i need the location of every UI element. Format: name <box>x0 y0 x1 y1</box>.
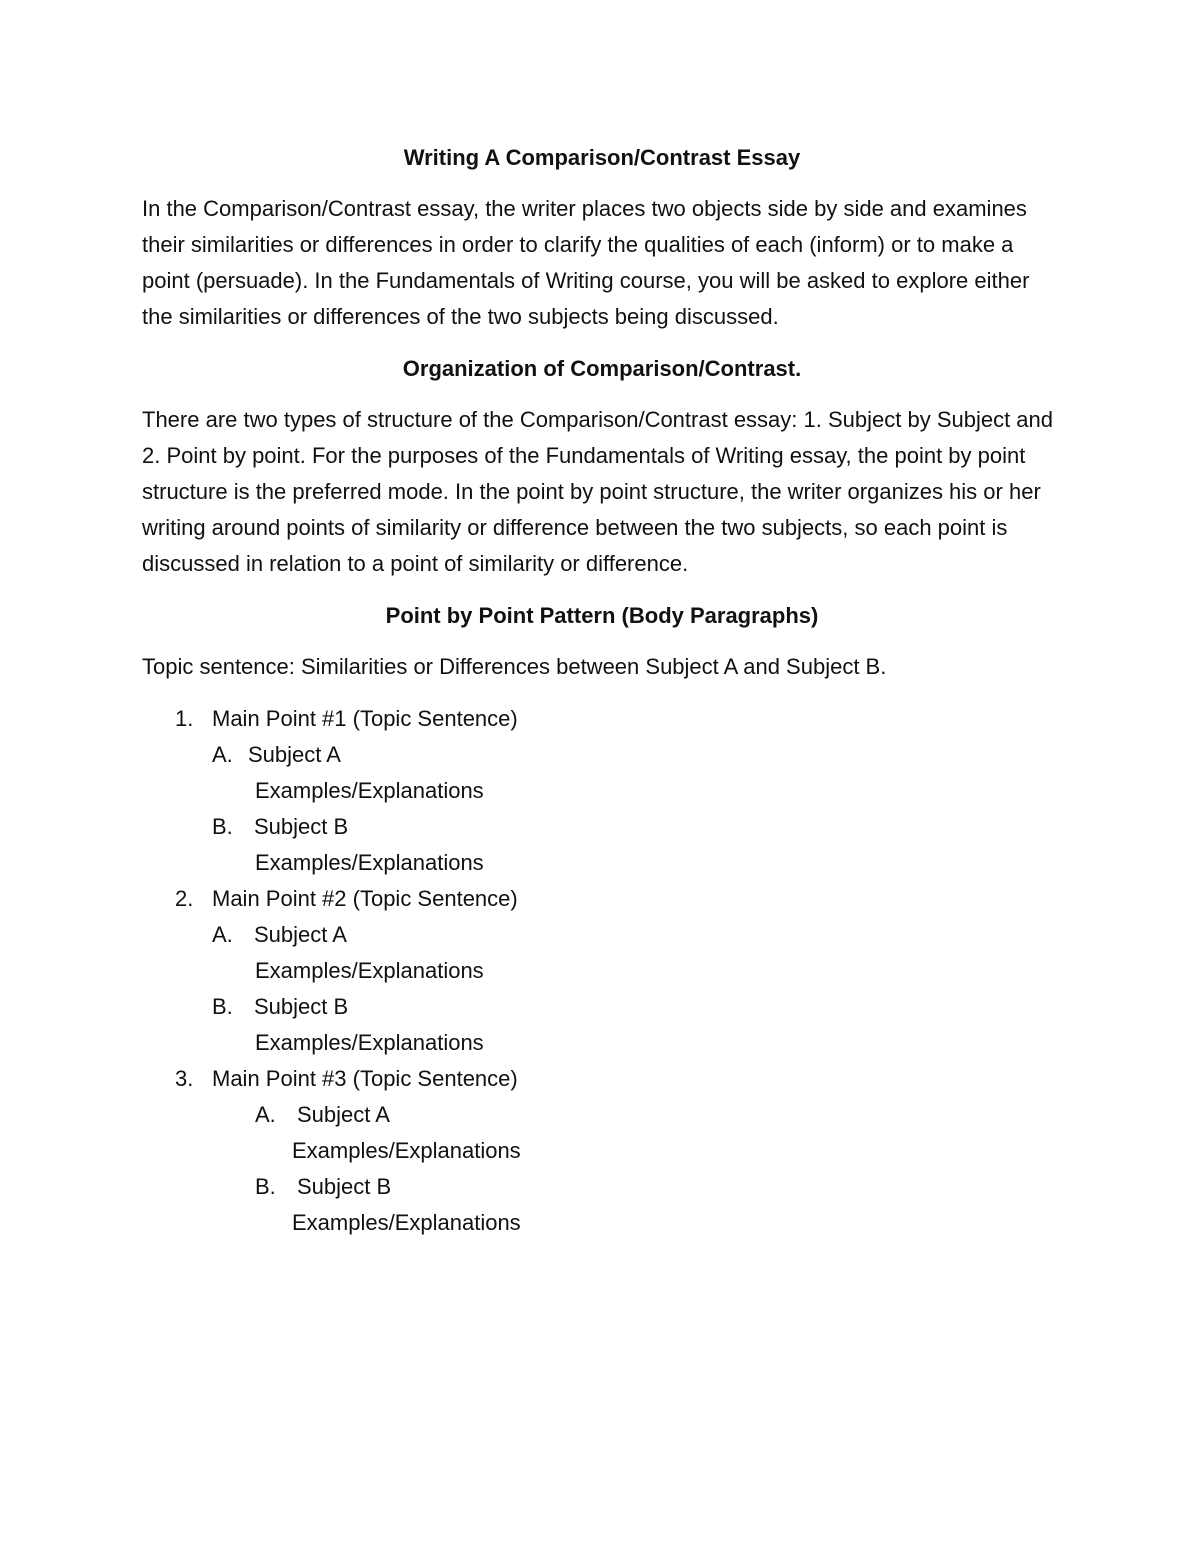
outline-letter: B. <box>255 1174 276 1199</box>
outline-sub-point-label: Subject A <box>248 742 341 767</box>
topic-sentence: Topic sentence: Similarities or Differences between Subject A and Subject B. <box>142 654 887 679</box>
outline-number: 3. <box>175 1066 194 1091</box>
outline-sub-point <box>142 737 1062 773</box>
outline-letter: A. <box>212 922 233 947</box>
outline-sub-point <box>142 917 1062 953</box>
outline-main-point <box>142 881 1062 917</box>
outline-main-point-label: Main Point #3 (Topic Sentence) <box>212 1066 518 1091</box>
outline-main-point <box>142 701 1062 737</box>
outline-sub-point <box>142 809 1062 845</box>
outline-sub-point-label: Subject B <box>254 994 349 1019</box>
outline-main-point-label: Main Point #2 (Topic Sentence) <box>212 886 518 911</box>
outline-letter: B. <box>212 814 233 839</box>
outline-letter: B. <box>212 994 233 1019</box>
organization-heading: Organization of Comparison/Contrast. <box>402 356 802 381</box>
outline-detail: Examples/Explanations <box>255 958 484 983</box>
outline-main-point-label: Main Point #1 (Topic Sentence) <box>212 706 518 731</box>
outline-main-point <box>142 1061 1062 1097</box>
outline-sub-point-label: Subject B <box>297 1174 392 1199</box>
pattern-heading: Point by Point Pattern (Body Paragraphs) <box>385 603 819 628</box>
document-title: Writing A Comparison/Contrast Essay <box>403 145 801 170</box>
outline-detail: Examples/Explanations <box>255 778 484 803</box>
outline-sub-point-label: Subject A <box>297 1102 390 1127</box>
outline-number: 2. <box>175 886 194 911</box>
outline-letter: A. <box>212 742 233 767</box>
outline-number: 1. <box>175 706 194 731</box>
outline-sub-point <box>142 1097 1062 1133</box>
intro-paragraph: In the Comparison/Contrast essay, the writer places two objects side by side and examines their similarities or differences in order to clarify the qualities of each (inform) or to make a point (persuade). In the Fundamentals of Writing course, you will be asked to explore either the similarities or differences of the two subjects being discussed. <box>142 196 1030 329</box>
document-body <box>142 140 1062 1241</box>
outline-sub-point-label: Subject A <box>254 922 347 947</box>
outline-detail: Examples/Explanations <box>255 850 484 875</box>
outline-list <box>142 701 1062 1241</box>
outline-letter: A. <box>255 1102 276 1127</box>
outline-sub-point <box>142 989 1062 1025</box>
outline-sub-point-label: Subject B <box>254 814 349 839</box>
outline-sub-point <box>142 1169 1062 1205</box>
organization-paragraph: There are two types of structure of the Comparison/Contrast essay: 1. Subject by Subject and 2. Point by point. For the purposes of the Fundamentals of Writing essay, the point by point structure is the preferred mode. In the point by point structure, the writer organizes his or her writing around points of similarity or difference between the two subjects, so each point is discussed in relation to a point of similarity or difference. <box>142 407 1054 576</box>
outline-detail: Examples/Explanations <box>292 1138 521 1163</box>
outline-detail: Examples/Explanations <box>292 1210 521 1235</box>
outline-detail: Examples/Explanations <box>255 1030 484 1055</box>
